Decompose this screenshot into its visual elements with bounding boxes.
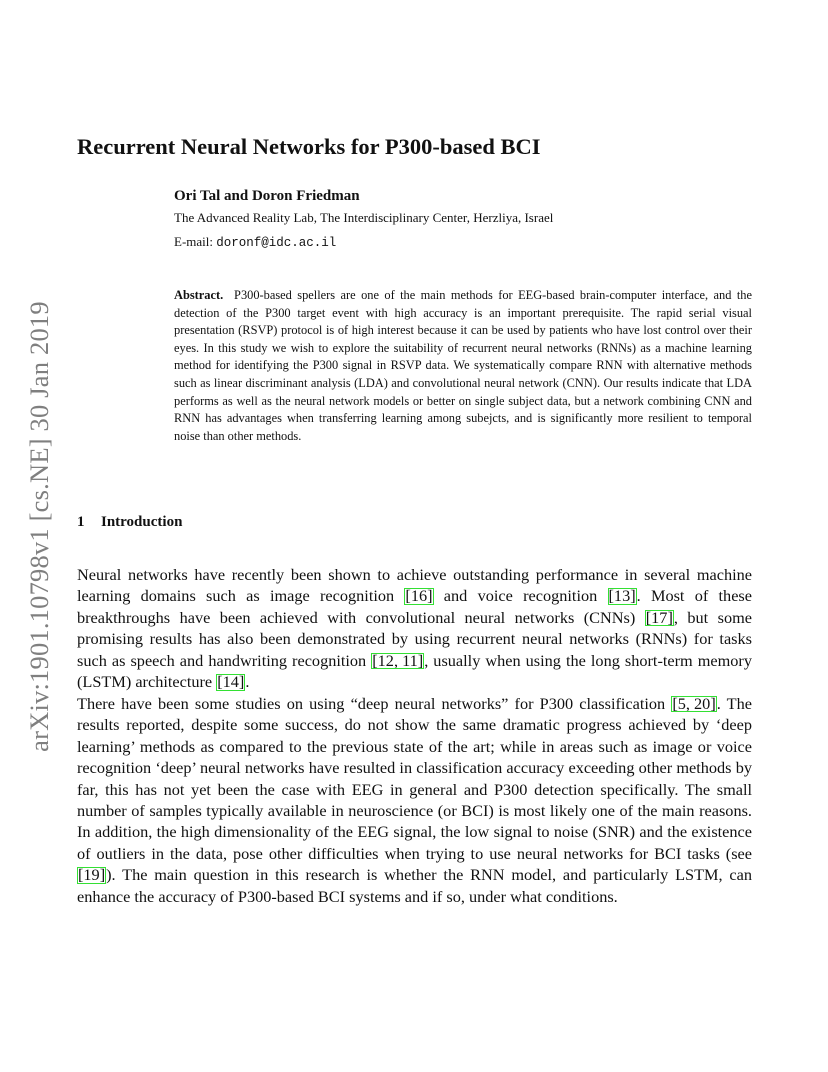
paper-authors: Ori Tal and Doron Friedman	[174, 188, 360, 204]
section-title: Introduction	[101, 514, 183, 530]
introduction-body	[77, 564, 752, 907]
arxiv-identifier-text: arXiv:1901.10798v1 [cs.NE] 30 Jan 2019	[23, 301, 54, 752]
citation-link[interactable]: [12, 11]	[372, 650, 424, 670]
arxiv-identifier-stamp	[14, 294, 64, 759]
author-email-line	[174, 233, 336, 252]
email-label: E-mail:	[174, 234, 213, 249]
citation-link[interactable]: [13]	[608, 586, 636, 606]
text-run: and voice recognition	[433, 586, 608, 606]
citation-link[interactable]: [19]	[78, 865, 106, 885]
text-run: There have been some studies on using “deep neural networks” for P300 classification	[77, 693, 672, 713]
text-run: Neural networks have recently been shown to achieve outstanding performance in several machine learning domains such as image recognition	[77, 565, 752, 606]
text-run: , usually when using the long short-term memory (LSTM) architecture	[77, 650, 752, 692]
email-address[interactable]: doronf@idc.ac.il	[216, 236, 337, 250]
intro-paragraph-2	[77, 693, 752, 908]
paper-title: Recurrent Neural Networks for P300-based BCI	[77, 134, 541, 159]
section-heading-introduction	[77, 511, 182, 533]
author-affiliation: The Advanced Reality Lab, The Interdisciplinary Center, Herzliya, Israel	[174, 210, 554, 225]
citation-link[interactable]: [14]	[217, 672, 245, 692]
citation-link[interactable]: [17]	[645, 607, 673, 627]
intro-paragraph-1	[77, 564, 752, 693]
citation-link[interactable]: [5, 20]	[672, 693, 716, 713]
abstract	[174, 287, 752, 445]
text-run: . Most of these breakthroughs have been achieved with convolutional neural networks (CNNs)	[77, 586, 752, 627]
citation-link[interactable]: [16]	[405, 586, 433, 606]
text-run: , but some promising results has also been demonstrated by using recurrent neural networks (RNNs) for tasks such as speech and handwriting recognition	[77, 607, 752, 670]
abstract-text: P300-based spellers are one of the main methods for EEG-based brain-computer interface, and the detection of the P300 target event with high accuracy is an important prerequisite. The rapid serial visual presentation (RSVP) protocol is of high interest because it can be used by patients who have lost control over their eyes. In this study we wish to explore the suitability of recurrent neural networks (RNNs) as a machine learning method for identifying the P300 signal in RSVP data. We systematically compare RNN with alternative methods such as linear discriminant analysis (LDA) and convolutional neural network (CNN). Our results indicate that LDA performs as well as the neural network models or better on single subject data, but a network combining CNN and RNN has advantages when transferring learning among subejcts, and is significantly more resilient to temporal noise than other methods.	[174, 288, 752, 443]
text-run: . The results reported, despite some success, do not show the same dramatic progress achieved by ‘deep learning’ methods as compared to the previous state of the art; while in areas such as image or voice recognition ‘deep’ neural networks have resulted in classification accuracy exceeding other methods by far, this has not yet been the case with EEG in general and P300 detection specifically. The small number of samples typically available in neuroscience (or BCI) is most likely one of the main reasons. In addition, the high dimensionality of the EEG signal, the low signal to noise (SNR) and the existence of outliers in the data, pose other difficulties when trying to use neural networks for BCI tasks (see	[77, 693, 752, 863]
abstract-label: Abstract.	[174, 288, 224, 302]
text-run: .	[245, 672, 250, 692]
section-number: 1	[77, 514, 85, 530]
text-run: ). The main question in this research is whether the RNN model, and particularly LSTM, can enhance the accuracy of P300-based BCI systems and if so, under what conditions.	[77, 865, 752, 906]
